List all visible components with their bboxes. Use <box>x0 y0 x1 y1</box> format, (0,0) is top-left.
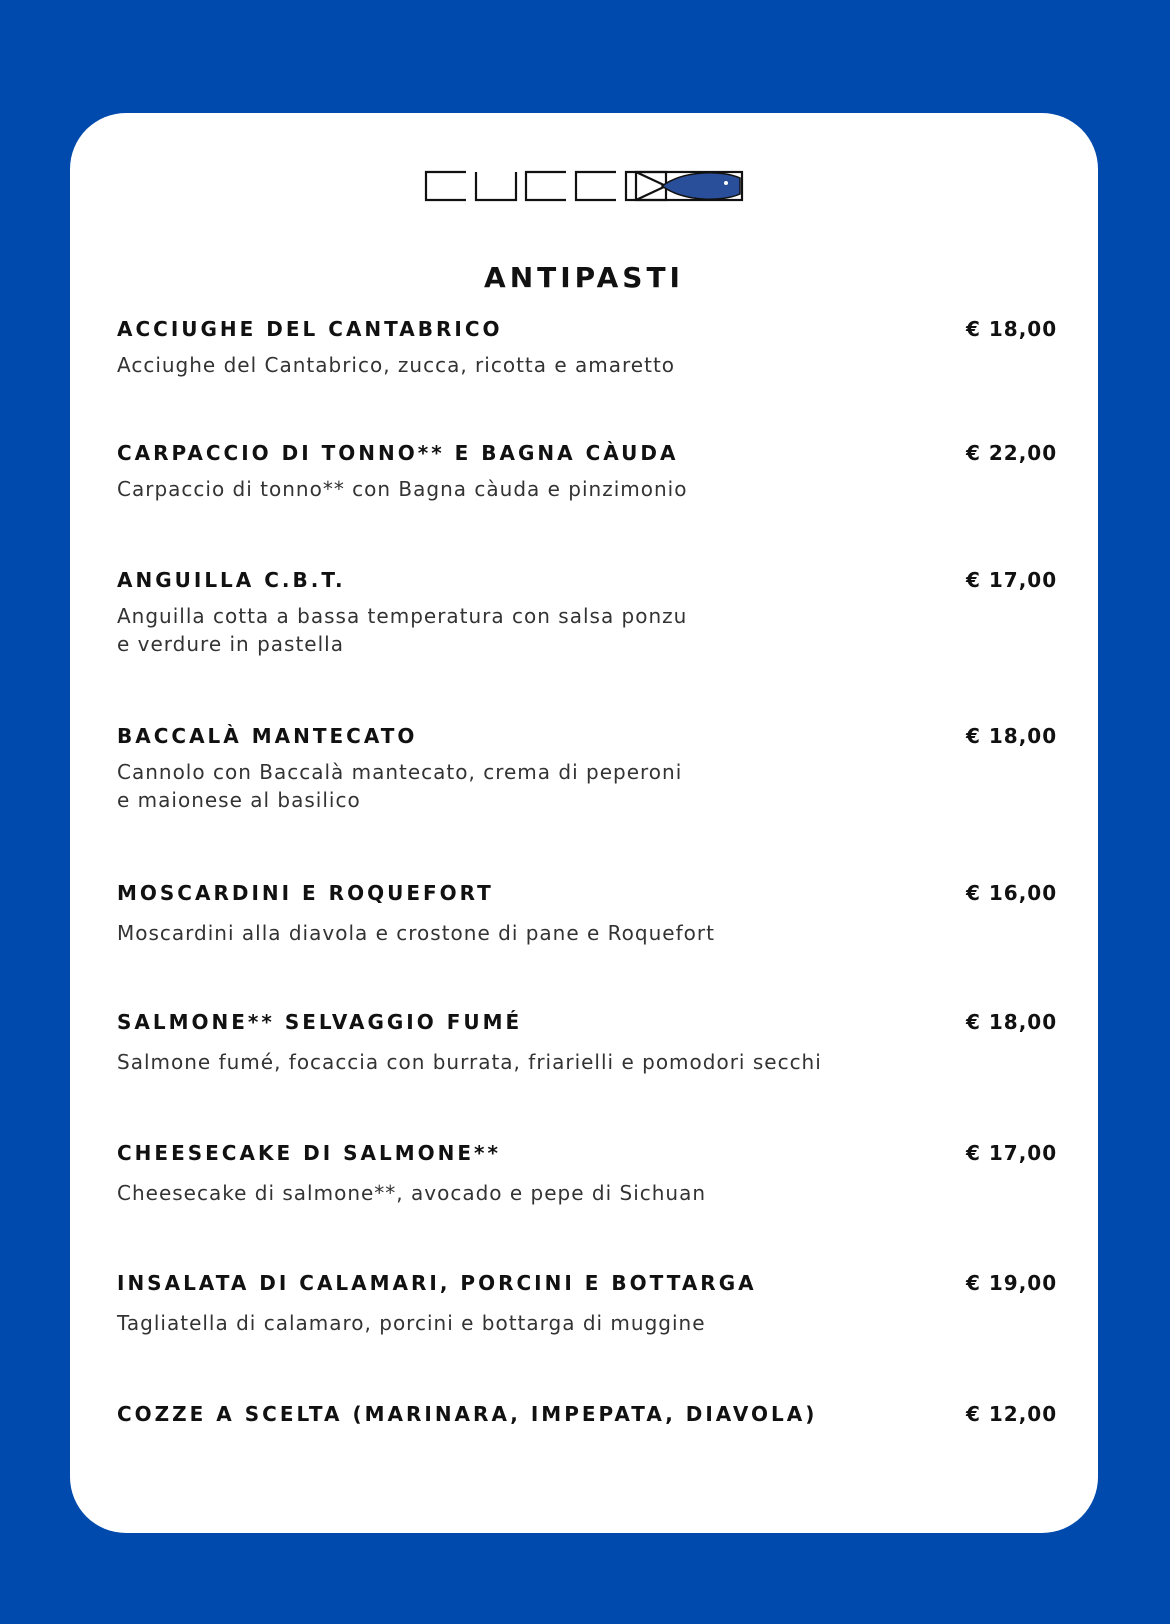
item-name: CARPACCIO DI TONNO** E BAGNA CÀUDA <box>117 441 679 465</box>
description-line: Anguilla cotta a bassa temperatura con salsa ponzu <box>117 604 688 628</box>
item-price: € 22,00 <box>966 441 1058 465</box>
item-description <box>117 1048 877 1076</box>
item-price: € 19,00 <box>966 1271 1058 1295</box>
description-line: Cannolo con Baccalà mantecato, crema di peperoni <box>117 760 683 784</box>
item-name: ANGUILLA C.B.T. <box>117 568 346 592</box>
item-price: € 17,00 <box>966 568 1058 592</box>
description-line: Salmone fumé, focaccia con burrata, friarielli e pomodori secchi <box>117 1050 822 1074</box>
item-price: € 17,00 <box>966 1141 1058 1165</box>
description-line: Tagliatella di calamaro, porcini e bottarga di muggine <box>117 1311 706 1335</box>
item-name: SALMONE** SELVAGGIO FUMÉ <box>117 1010 523 1034</box>
item-description <box>117 351 877 379</box>
cucco-logo <box>422 168 746 204</box>
description-line: e maionese al basilico <box>117 788 361 812</box>
item-description <box>117 475 877 503</box>
item-name: CHEESECAKE DI SALMONE** <box>117 1141 501 1165</box>
item-name: COZZE A SCELTA (MARINARA, IMPEPATA, DIAVOLA) <box>117 1402 818 1426</box>
description-line: e verdure in pastella <box>117 632 344 656</box>
item-price: € 18,00 <box>966 317 1058 341</box>
item-price: € 12,00 <box>966 1402 1058 1426</box>
item-price: € 18,00 <box>966 724 1058 748</box>
item-description <box>117 602 877 658</box>
item-description <box>117 919 877 947</box>
item-name: BACCALÀ MANTECATO <box>117 724 418 748</box>
item-description <box>117 758 877 814</box>
item-price: € 18,00 <box>966 1010 1058 1034</box>
section-title: ANTIPASTI <box>484 261 684 294</box>
item-name: ACCIUGHE DEL CANTABRICO <box>117 317 503 341</box>
item-description <box>117 1309 877 1337</box>
item-name: INSALATA DI CALAMARI, PORCINI E BOTTARGA <box>117 1271 757 1295</box>
description-line: Cheesecake di salmone**, avocado e pepe di Sichuan <box>117 1181 707 1205</box>
description-line: Moscardini alla diavola e crostone di pane e Roquefort <box>117 921 715 945</box>
item-description <box>117 1179 877 1207</box>
description-line: Carpaccio di tonno** con Bagna càuda e pinzimonio <box>117 477 688 501</box>
description-line: Acciughe del Cantabrico, zucca, ricotta e amaretto <box>117 353 676 377</box>
menu-card <box>70 113 1098 1533</box>
item-price: € 16,00 <box>966 881 1058 905</box>
item-name: MOSCARDINI E ROQUEFORT <box>117 881 494 905</box>
